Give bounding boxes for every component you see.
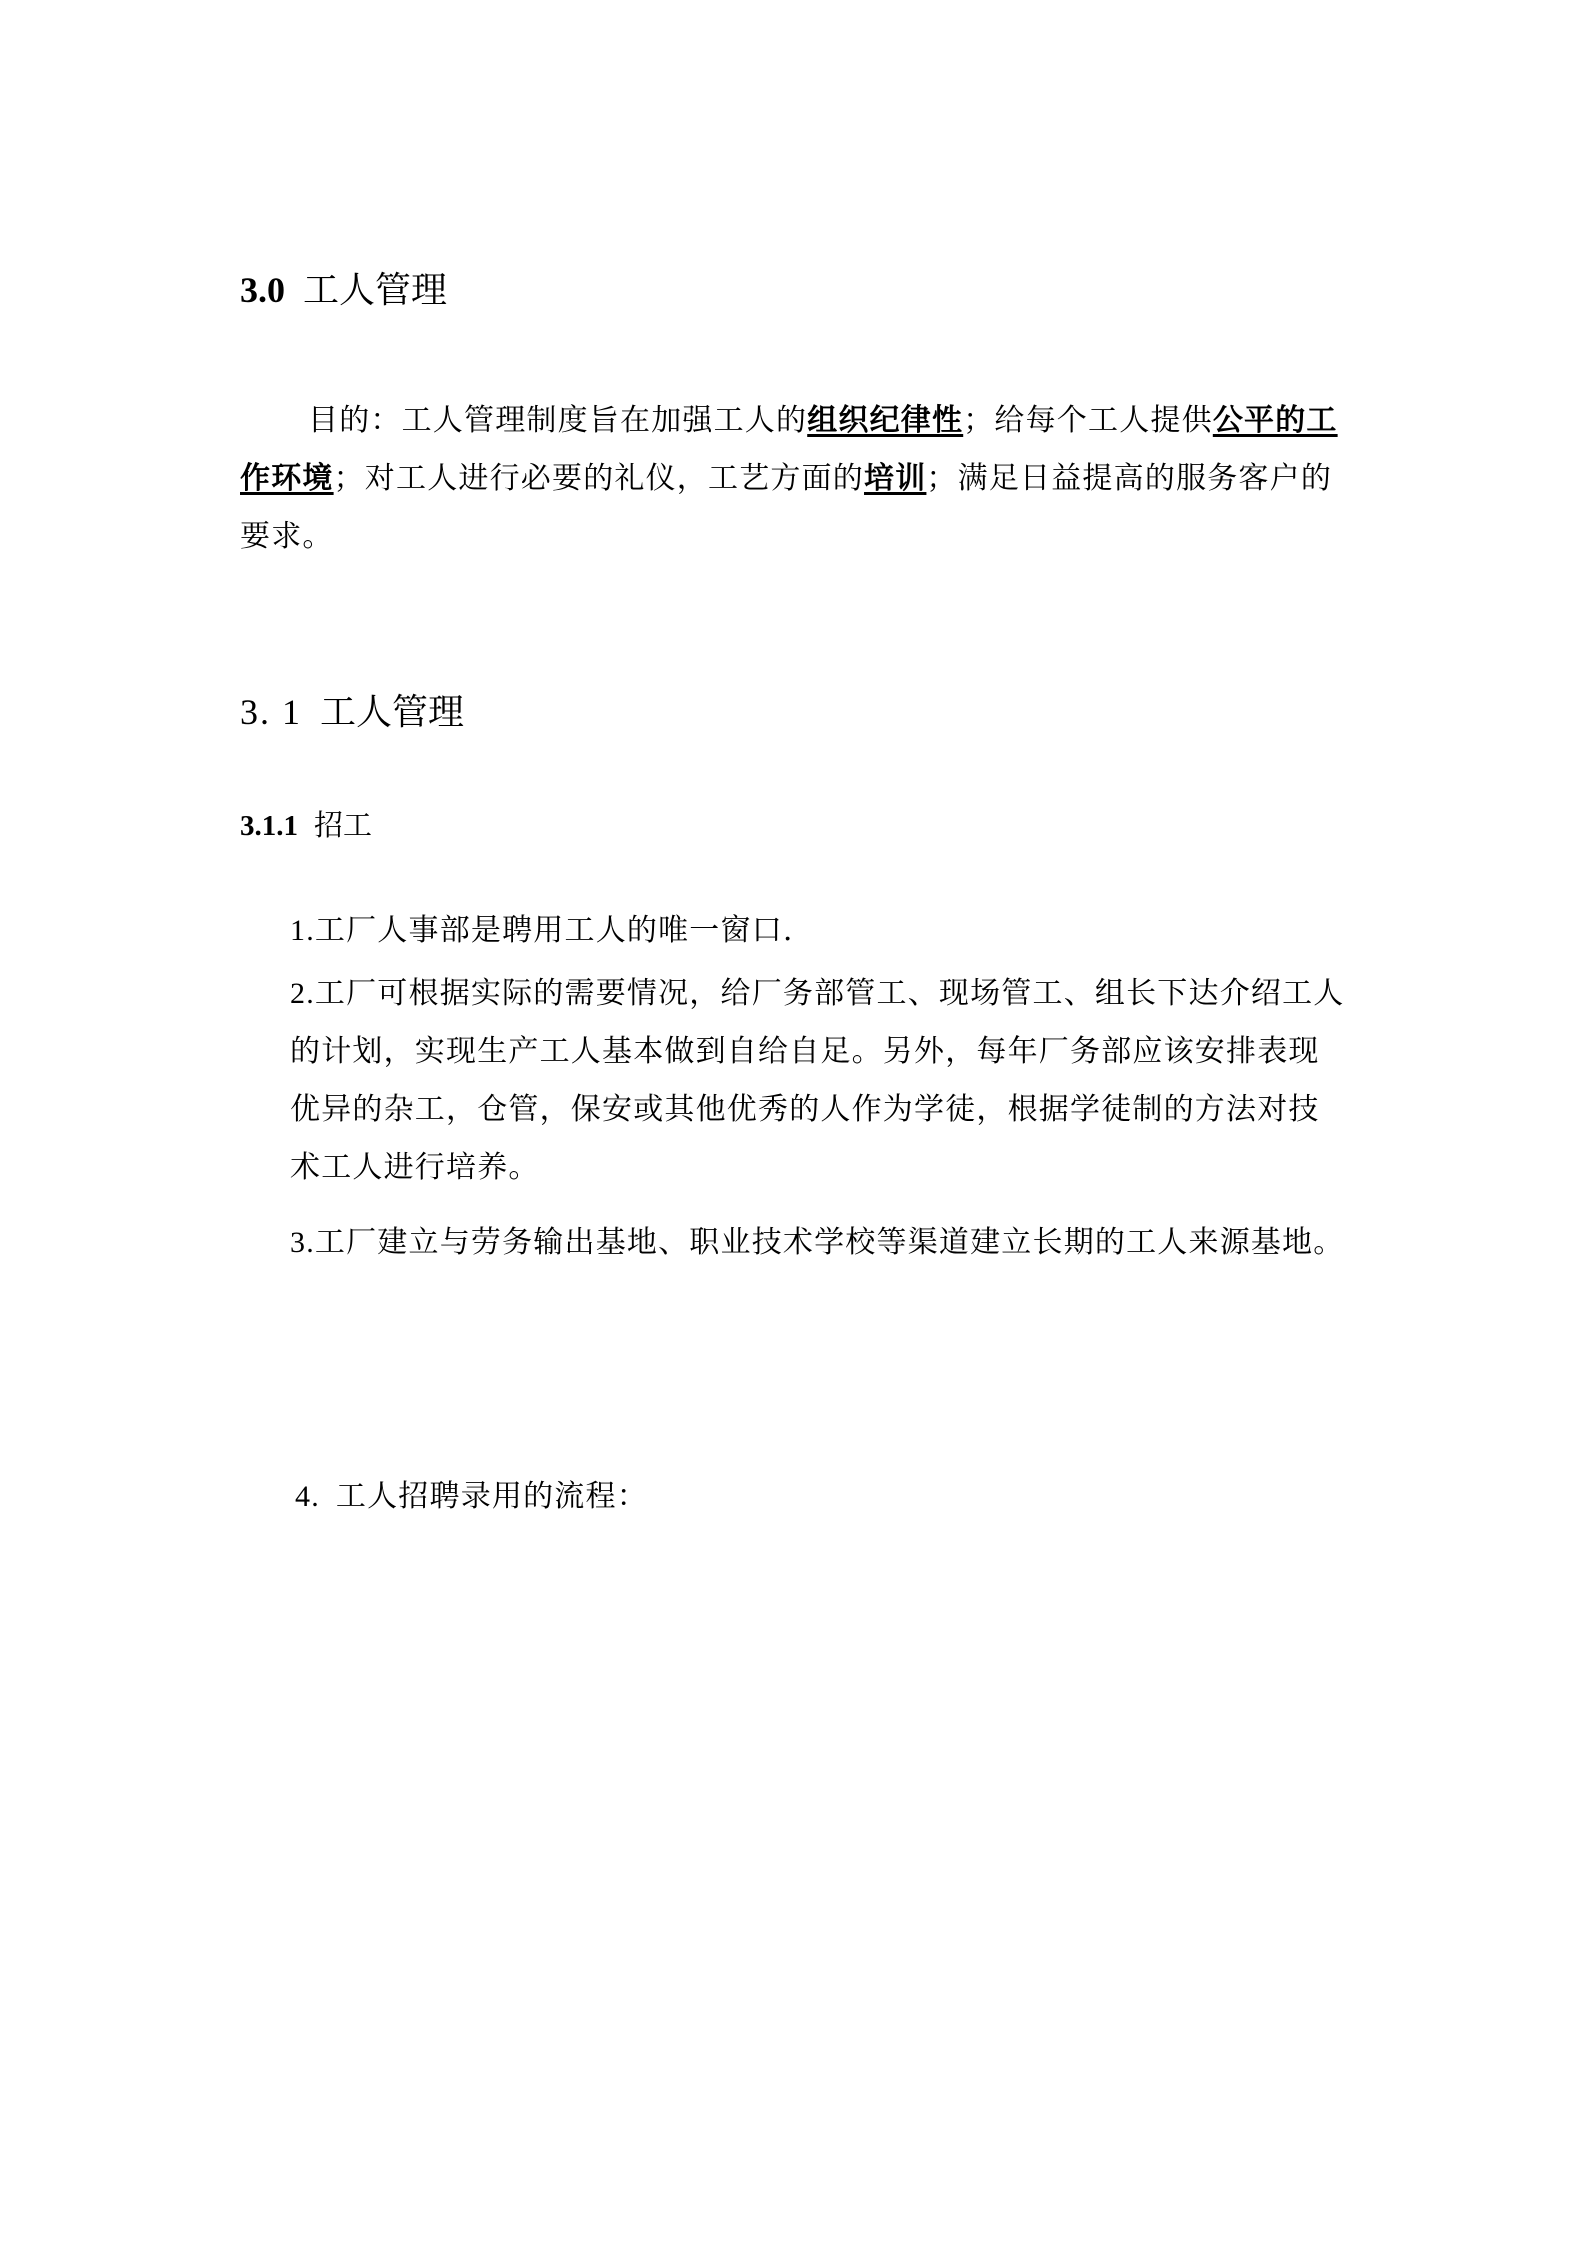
list-item	[295, 1468, 1355, 1526]
section-title: 工人管理	[303, 270, 448, 311]
list-item	[290, 1214, 1350, 1272]
item-text: 工人招聘录用的流程：	[335, 1479, 648, 1514]
item-number: 3.	[290, 1226, 315, 1259]
emphasis-training: 培训	[864, 461, 927, 496]
emphasis-fair-environment: 公平的工作环境	[240, 403, 1338, 496]
list-item	[290, 965, 1350, 1197]
subsection-title: 招工	[314, 808, 373, 842]
purpose-text-1: 目的：工人管理制度旨在加强工人的	[308, 403, 808, 438]
section-number: 3.0	[240, 270, 285, 310]
purpose-paragraph	[240, 392, 1350, 566]
purpose-text-3: ；对工人进行必要的礼仪，工艺方面的	[333, 461, 865, 496]
subsection-number: 3.1.1	[240, 810, 298, 842]
item-number: 2.	[290, 977, 315, 1010]
list-item	[290, 902, 1350, 960]
item-text: 工厂人事部是聘用工人的唯一窗口.	[314, 913, 794, 948]
section-heading-3-1	[240, 690, 464, 735]
emphasis-discipline: 组织纪律性	[807, 403, 964, 438]
item-text: 工厂建立与劳务输出基地、职业技术学校等渠道建立长期的工人来源基地。	[314, 1225, 1345, 1260]
subsection-heading-3-1-1	[240, 807, 372, 844]
purpose-text-4: ；满足日益提高的服务客户的要求。	[240, 461, 1333, 554]
item-number: 1.	[290, 914, 315, 947]
section-number: 3. 1	[240, 692, 302, 732]
section-title: 工人管理	[320, 692, 465, 733]
purpose-text-2: ；给每个工人提供	[963, 403, 1213, 438]
item-text: 工厂可根据实际的需要情况，给厂务部管工、现场管工、组长下达介绍工人的计划，实现生产工人基本做到自给自足。另外，每年厂务部应该安排表现优异的杂工，仓管，保安或其他优秀的人作为学徒，根据学徒制的方法对技术工人进行培养。	[290, 976, 1345, 1185]
item-number: 4.	[295, 1480, 320, 1513]
section-heading-3-0	[240, 268, 447, 313]
